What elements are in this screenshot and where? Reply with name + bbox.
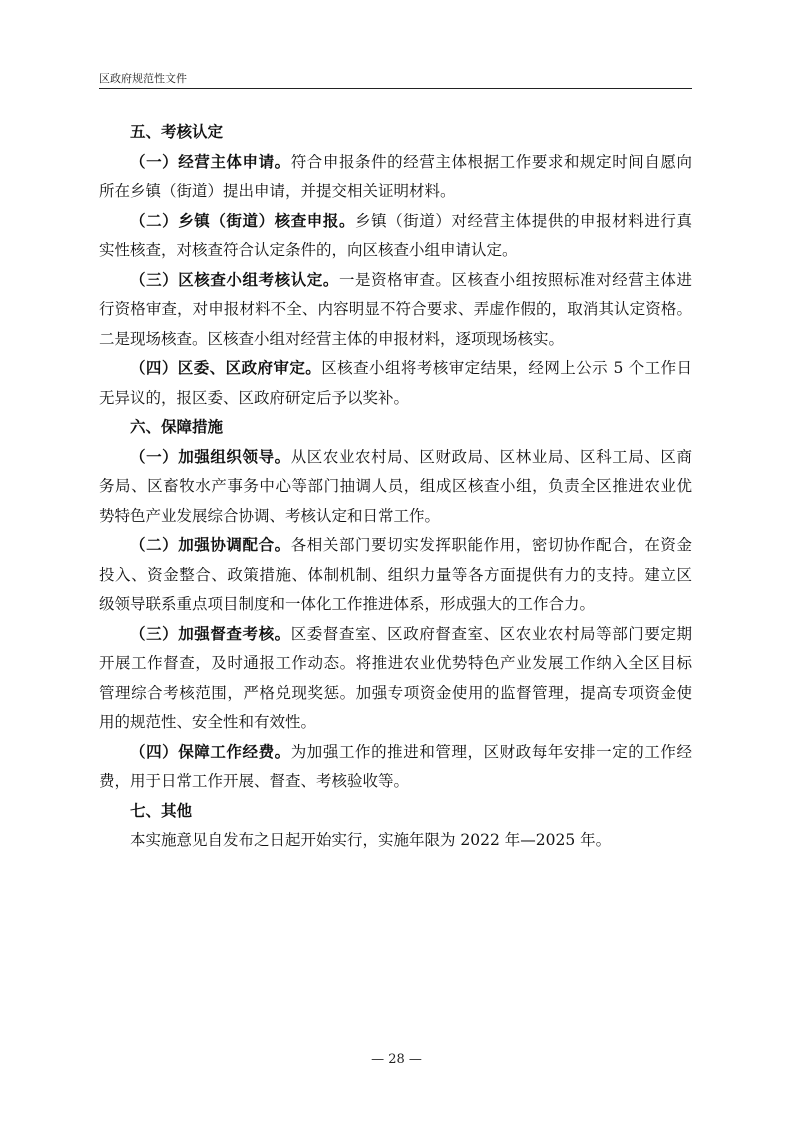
paragraph-text: 乡镇（街道）对经营主体提供的申报材料进行真 (355, 211, 692, 230)
paragraph-line: 开展工作督查，及时通报工作动态。将推进农业优势特色产业发展工作纳入全区目标 (99, 654, 692, 672)
document-body (99, 118, 692, 856)
paragraph-first-line (99, 620, 692, 650)
paragraph-line: 行资格审查，对申报材料不全、内容明显不符合要求、弄虚作假的，取消其认定资格。 (99, 300, 692, 318)
paragraph-line: 所在乡镇（街道）提出申请，并提交相关证明材料。 (99, 182, 456, 200)
paragraph-first-line (99, 443, 692, 473)
paragraph-line: 级领导联系重点项目制度和一体化工作推进体系，形成强大的工作合力。 (99, 595, 596, 613)
paragraph-line: 用的规范性、安全性和有效性。 (99, 713, 317, 731)
paragraph-first-line (99, 738, 692, 768)
paragraph-first-line (99, 354, 692, 384)
paragraph-text: 为加强工作的推进和管理，区财政每年安排一定的工作经 (290, 742, 692, 761)
paragraph-lead: （四）保障工作经费。 (130, 742, 291, 761)
paragraph-lead: （二）乡镇（街道）核查申报。 (130, 211, 356, 230)
paragraph-text: 区核查小组将考核审定结果，经网上公示 5 个工作日 (321, 359, 692, 377)
paragraph-line: 投入、资金整合、政策措施、体制机制、组织力量等各方面提供有力的支持。建立区 (99, 565, 692, 584)
section-heading: 五、考核认定 (130, 123, 224, 141)
paragraph-text: 符合申报条件的经营主体根据工作要求和规定时间自愿向 (290, 152, 692, 171)
paragraph-first-line (99, 207, 692, 237)
paragraph-first-line (99, 148, 692, 178)
header-divider (99, 88, 692, 89)
paragraph-lead: （四）区委、区政府审定。 (130, 359, 322, 377)
paragraph-lead: （三）区核查小组考核认定。 (130, 270, 339, 289)
paragraph-text: 一是资格审查。区核查小组按照标准对经营主体进 (338, 270, 692, 289)
paragraph-line: 无异议的，报区委、区政府研定后予以奖补。 (99, 388, 410, 407)
paragraph-line: 实性核查，对核查符合认定条件的，向区核查小组申请认定。 (99, 241, 518, 259)
paragraph-lead: （一）加强组织领导。 (130, 447, 291, 466)
section-heading: 七、其他 (130, 801, 193, 820)
paragraph-lead: （二）加强协调配合。 (130, 536, 291, 554)
page-number: — 28 — (371, 1052, 422, 1067)
paragraph-text: 从区农业农村局、区财政局、区林业局、区科工局、区商 (290, 447, 692, 466)
paragraph-line: 管理综合考核范围，严格兑现奖惩。加强专项资金使用的监督管理，提高专项资金使 (99, 683, 692, 702)
section-heading: 六、保障措施 (130, 418, 224, 436)
paragraph-first-line (99, 531, 692, 561)
paragraph-line: 本实施意见自发布之日起开始实行，实施年限为 2022 年—2025 年。 (130, 831, 612, 849)
paragraph-text: 各相关部门要切实发挥职能作用，密切协作配合，在资金 (290, 536, 692, 554)
paragraph-lead: （三）加强督查考核。 (130, 624, 291, 643)
paragraph-line: 二是现场核查。区核查小组对经营主体的申报材料，逐项现场核实。 (99, 329, 565, 348)
paragraph-text: 区委督查室、区政府督查室、区农业农村局等部门要定期 (290, 624, 692, 643)
document-header-title: 区政府规范性文件 (99, 72, 187, 85)
paragraph-line: 势特色产业发展综合协调、考核认定和日常工作。 (99, 506, 441, 525)
paragraph-lead: （一）经营主体申请。 (130, 152, 291, 171)
paragraph-line: 务局、区畜牧水产事务中心等部门抽调人员，组成区核查小组，负责全区推进农业优 (99, 477, 692, 495)
paragraph-first-line (99, 266, 692, 296)
paragraph-line: 费，用于日常工作开展、督查、考核验收等。 (99, 772, 410, 790)
